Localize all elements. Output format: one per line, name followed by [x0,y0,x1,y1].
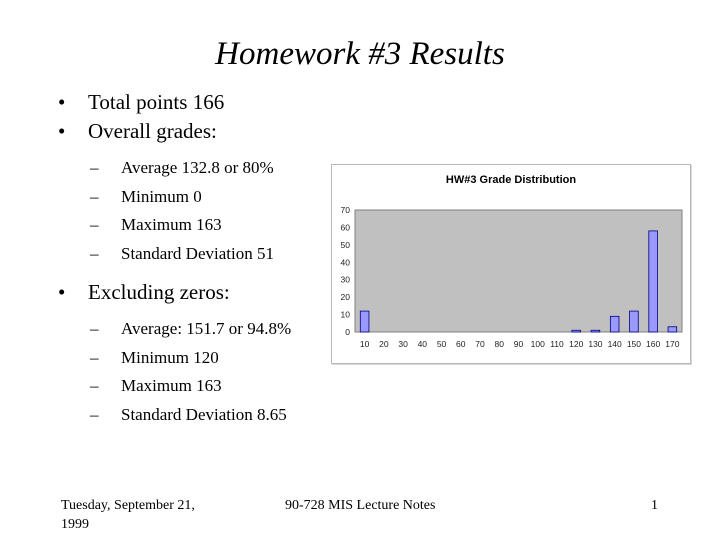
dash-marker: – [90,158,99,177]
bar [649,231,658,332]
x-tick-label: 50 [436,339,447,349]
bullet-marker: • [58,280,66,304]
footer-date: Tuesday, September 21, 1999 [61,498,195,532]
dash-marker: – [90,243,99,263]
stat-text: Average: 151.7 or 94.8% [121,319,292,338]
bar [630,311,639,332]
stat-text: Standard Deviation 8.65 [121,404,287,424]
x-tick-label: 170 [665,339,680,349]
dash-marker: – [90,347,99,367]
y-tick-label: 0 [345,327,350,337]
stat-text: Minimum 120 [121,347,219,367]
bullet-marker: • [58,119,66,143]
x-tick-label: 130 [588,339,603,349]
overall-stats-list [88,154,291,268]
bar [591,330,600,332]
y-tick-label: 40 [340,257,350,268]
list-item [90,211,291,240]
x-tick-label: 30 [398,339,408,349]
page-number: 1 [651,498,658,513]
bullet-marker: • [58,90,66,114]
chart-canvas [332,165,690,363]
stat-text: Average 132.8 or 80% [121,158,274,177]
slide-title: Homework #3 Results [215,36,505,72]
x-tick-label: 140 [607,339,622,349]
stat-text: Minimum 0 [121,186,202,206]
y-tick-label: 50 [340,239,350,250]
x-tick-label: 150 [626,339,642,349]
dash-marker: – [90,186,99,206]
y-tick-label: 20 [340,292,350,303]
stat-text: Standard Deviation 51 [121,243,274,263]
y-axis [341,205,351,337]
dash-marker: – [90,376,99,395]
x-tick-label: 70 [475,339,485,349]
x-tick-label: 90 [513,339,524,349]
list-item [90,183,291,212]
list-item [90,315,291,344]
y-tick-label: 10 [340,309,350,320]
list-item [90,372,291,401]
bullet-total-points [58,88,291,117]
bullet-excluding-zeros [58,278,291,429]
bullet-list [58,88,291,439]
x-tick-label: 110 [550,339,564,349]
bullet-overall-grades [58,117,291,268]
dash-marker: – [90,404,99,424]
chart-title: HW#3 Grade Distribution [445,174,577,186]
y-tick-label: 30 [340,274,350,285]
dash-marker: – [90,215,99,234]
list-item [90,240,291,269]
x-tick-label: 100 [530,339,545,349]
list-item [90,154,291,183]
x-tick-label: 60 [456,339,466,349]
dash-marker: – [90,319,99,338]
list-item [90,344,291,373]
footer-course: 90-728 MIS Lecture Notes [285,498,436,513]
x-tick-label: 20 [379,339,389,349]
x-axis [360,339,680,349]
bullet-text: Excluding zeros: [88,280,230,304]
y-tick-label: 70 [340,205,350,215]
x-tick-label: 80 [494,339,504,349]
bar [572,330,581,332]
bar [668,327,677,332]
y-tick-label: 60 [340,222,350,233]
bar [360,311,369,332]
bullet-text: Total points 166 [88,90,225,114]
x-tick-label: 160 [646,339,661,349]
excluding-stats-list [88,315,291,429]
stat-text: Maximum 163 [121,215,222,234]
bullet-text: Overall grades: [88,119,217,143]
list-item [90,401,291,430]
stat-text: Maximum 163 [121,376,222,395]
bar [610,316,619,332]
grade-distribution-chart [331,164,691,364]
x-tick-label: 10 [359,339,370,349]
x-tick-label: 120 [569,339,584,349]
x-tick-label: 40 [417,339,428,349]
